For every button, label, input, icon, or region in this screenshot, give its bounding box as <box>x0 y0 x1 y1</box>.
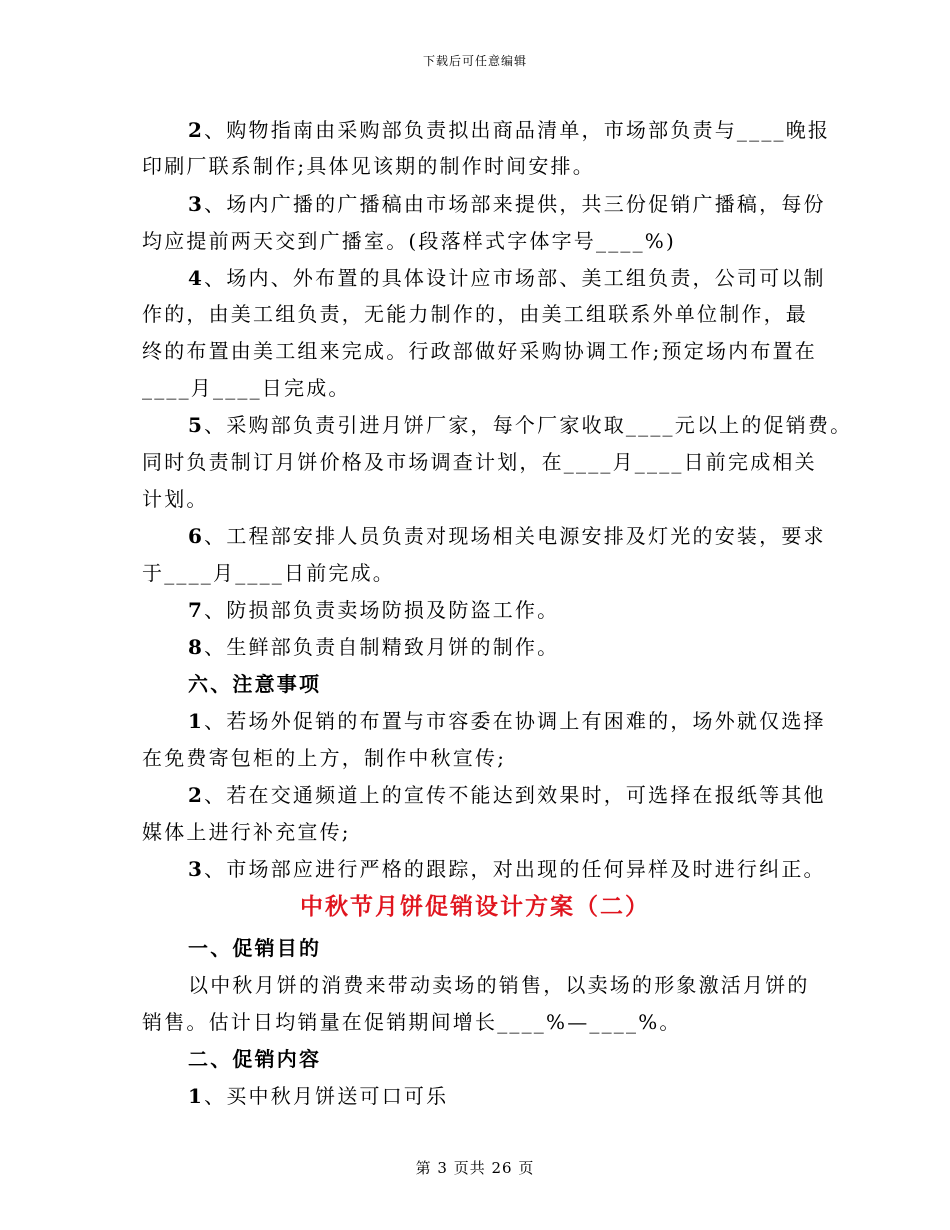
text-line <box>142 746 506 770</box>
item-number: 1 <box>188 1084 205 1108</box>
line-text: 、防损部负责卖场防损及防盗工作。 <box>204 598 560 622</box>
text-line <box>142 450 817 474</box>
line-text: 、若在交通频道上的宣传不能达到效果时，可选择在报纸等其他 <box>204 783 826 807</box>
text-line <box>142 376 351 400</box>
item-number: 8 <box>188 635 205 659</box>
text-line <box>142 339 817 363</box>
line-text: 、市场部应进行严格的跟踪，对出现的任何异样及时进行纠正。 <box>204 857 826 881</box>
item-number: 6 <box>188 524 205 548</box>
text-line <box>188 118 830 142</box>
text-line <box>142 154 595 178</box>
section-title: 中秋节月饼促销设计方案（二） <box>300 893 650 920</box>
item-number: 5 <box>188 413 205 437</box>
text-line <box>142 561 395 585</box>
text-line <box>142 1010 682 1034</box>
section-heading: 六、注意事项 <box>188 672 322 696</box>
line-text: 、场内广播的广播稿由市场部来提供，共三份促销广播稿，每份 <box>204 192 826 216</box>
line-text: 均应提前两天交到广播室。(段落样式字体字号____%) <box>142 229 677 253</box>
line-text: 以中秋月饼的消费来带动卖场的销售，以卖场的形象激活月饼的 <box>188 973 810 997</box>
line-text: 于____月____日前完成。 <box>142 561 395 585</box>
text-line <box>188 524 826 548</box>
line-text: 计划。 <box>142 487 209 511</box>
item-number: 2 <box>188 118 205 142</box>
text-line <box>188 635 559 659</box>
line-text: 、购物指南由采购部负责拟出商品清单，市场部负责与____晚报 <box>204 118 831 142</box>
item-number: 1 <box>188 709 205 733</box>
line-text: 媒体上进行补充宣传; <box>142 820 351 844</box>
page-footer: 第 3 页共 26 页 <box>415 1159 535 1177</box>
line-text: 作的，由美工组负责，无能力制作的，由美工组联系外单位制作，最 <box>142 302 808 326</box>
line-text: 、采购部负责引进月饼厂家，每个厂家收取____元以上的促销费。 <box>204 413 853 437</box>
section-heading: 一、促销目的 <box>188 936 322 960</box>
text-line <box>142 820 351 844</box>
line-text: 、若场外促销的布置与市容委在协调上有困难的，场外就仅选择 <box>204 709 826 733</box>
section-heading: 二、促销内容 <box>188 1047 322 1071</box>
text-line <box>188 709 826 733</box>
page-header: 下载后可任意编辑 <box>422 54 527 68</box>
line-text: 、买中秋月饼送可口可乐 <box>204 1084 449 1108</box>
text-line <box>188 413 852 437</box>
text-line <box>188 973 810 997</box>
item-number: 3 <box>188 857 205 881</box>
text-line <box>188 857 826 881</box>
item-number: 7 <box>188 598 205 622</box>
text-line <box>142 229 676 253</box>
text-line <box>188 192 826 216</box>
line-text: 、生鲜部负责自制精致月饼的制作。 <box>204 635 560 659</box>
text-line <box>142 302 808 326</box>
item-number: 2 <box>188 783 205 807</box>
line-text: 终的布置由美工组来完成。行政部做好采购协调工作;预定场内布置在 <box>142 339 817 363</box>
line-text: ____月____日完成。 <box>142 376 351 400</box>
text-line <box>142 487 209 511</box>
text-line <box>188 598 559 622</box>
text-line <box>188 266 826 290</box>
text-line <box>188 1084 448 1108</box>
line-text: 销售。估计日均销量在促销期间增长____%—____%。 <box>142 1010 682 1034</box>
line-text: 、工程部安排人员负责对现场相关电源安排及灯光的安装，要求 <box>204 524 826 548</box>
line-text: 在免费寄包柜的上方，制作中秋宣传; <box>142 746 507 770</box>
text-line <box>188 783 826 807</box>
item-number: 4 <box>188 266 205 290</box>
line-text: 同时负责制订月饼价格及市场调查计划，在____月____日前完成相关 <box>142 450 817 474</box>
line-text: 、场内、外布置的具体设计应市场部、美工组负责，公司可以制 <box>204 266 826 290</box>
line-text: 印刷厂联系制作;具体见该期的制作时间安排。 <box>142 154 595 178</box>
item-number: 3 <box>188 192 205 216</box>
